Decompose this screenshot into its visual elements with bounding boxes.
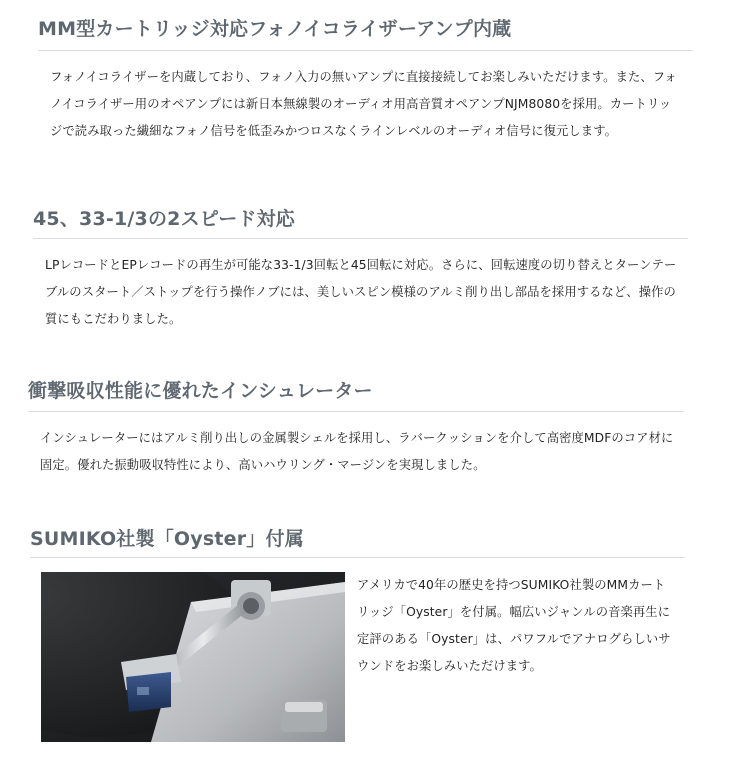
section-body: LPレコードとEPレコードの再生が可能な33-1/3回転と45回転に対応。さらに、回転速度の切り替えとターンテーブルのスタート／ストップを行う操作ノブには、美しいスピン模様のアルミ削り出し部品を採用するなど、操作の質にもこだわりました。 bbox=[45, 258, 677, 326]
section-body: フォノイコライザーを内蔵しており、フォノ入力の無いアンプに直接接続してお楽しみいただけます。また、フォノイコライザー用のオペアンプには新日本無線製のオーディオ用高音質オペアンプNJM8080を採用。カートリッジで読み取った繊細なフォノ信号を低歪みかつロスなくラインレベルのオーディオ信号に復元します。 bbox=[50, 70, 677, 138]
section-heading: 45、33-1/3の2スピード対応 bbox=[33, 208, 296, 230]
section-heading: 衝撃吸収性能に優れたインシュレーター bbox=[28, 380, 373, 402]
section-oyster-cartridge bbox=[30, 524, 304, 551]
section-two-speed bbox=[33, 204, 295, 231]
section-heading: MM型カートリッジ対応フォノイコライザーアンプ内蔵 bbox=[38, 18, 512, 40]
divider bbox=[33, 238, 688, 239]
section-phono-equalizer bbox=[38, 14, 511, 41]
divider bbox=[28, 411, 684, 412]
divider bbox=[30, 557, 685, 558]
section-body: アメリカで40年の歴史を持つSUMIKO社製のMMカートリッジ「Oyster」を付属。幅広いジャンルの音楽再生に定評のある「Oyster」は、パワフルでアナログらしいサウンドをお楽しみいただけます。 bbox=[357, 578, 671, 673]
section-heading: SUMIKO社製「Oyster」付属 bbox=[30, 528, 304, 550]
turntable-cartridge-photo bbox=[41, 572, 345, 742]
section-insulator bbox=[28, 376, 373, 403]
divider bbox=[38, 50, 693, 51]
section-body: インシュレーターにはアルミ削り出しの金属製シェルを採用し、ラバークッションを介して高密度MDFのコア材に固定。優れた振動吸収特性により、高いハウリング・マージンを実現しました。 bbox=[40, 431, 674, 472]
